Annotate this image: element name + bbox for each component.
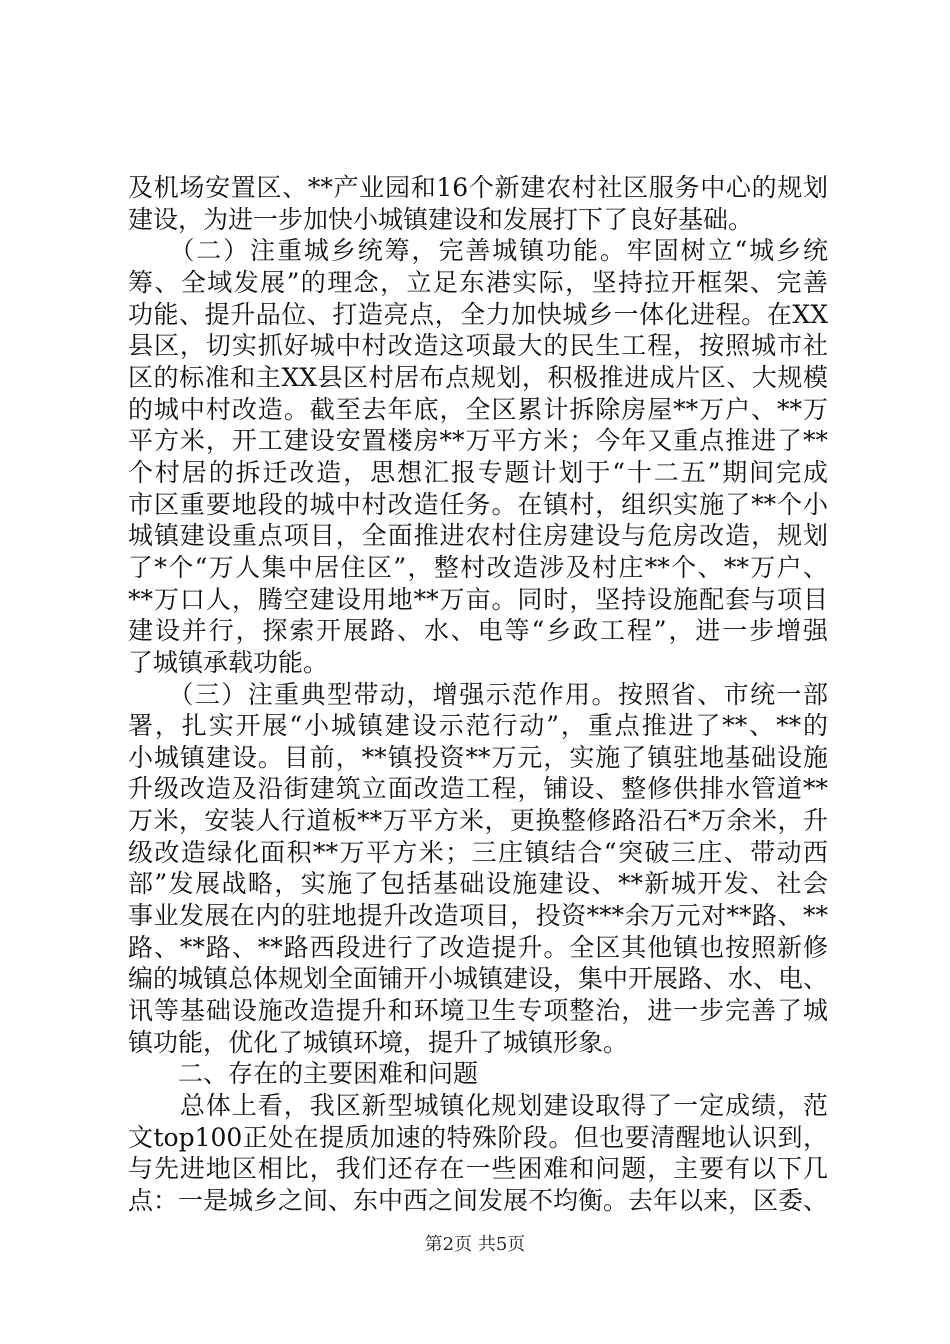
- text-line: 署，扎实开展“小城镇建设示范行动”，重点推进了**、**的: [128, 711, 828, 740]
- text-line: 与先进地区相比，我们还存在一些困难和问题，主要有以下几: [128, 1154, 828, 1183]
- text-line: 功能、提升品位、打造亮点，全力加快城乡一体化进程。在XX: [128, 300, 828, 329]
- text-line: 部”发展战略，实施了包括基础设施建设、**新城开发、社会: [128, 869, 828, 898]
- text-line: **万口人，腾空建设用地**万亩。同时，坚持设施配套与项目: [128, 585, 828, 614]
- text-line: 建设，为进一步加快小城镇建设和发展打下了良好基础。: [128, 205, 754, 234]
- text-line: 升级改造及沿街建筑立面改造工程，铺设、整修供排水管道**: [128, 774, 828, 803]
- text-line: 了城镇承载功能。: [128, 648, 329, 677]
- text-line: 编的城镇总体规划全面铺开小城镇建设，集中开展路、水、电、: [128, 964, 829, 993]
- text-line: 路、**路、**路西段进行了改造提升。全区其他镇也按照新修: [128, 933, 828, 962]
- text-line: 万米，安装人行道板**万平方米，更换整修路沿石*万余米，升: [128, 806, 828, 835]
- text-line: 事业发展在内的驻地提升改造项目，投资***余万元对**路、**: [128, 901, 828, 930]
- text-line: 筹、全域发展”的理念，立足东港实际，坚持拉开框架、完善: [128, 268, 828, 297]
- text-line: 文top100正处在提质加速的特殊阶段。但也要清醒地认识到，: [128, 1123, 828, 1152]
- text-line: 城镇建设重点项目，全面推进农村住房建设与危房改造，规划: [128, 521, 828, 550]
- text-line: 区的标准和主XX县区村居布点规划，积极推进成片区、大规模: [128, 363, 828, 392]
- text-line: 及机场安置区、**产业园和16个新建农村社区服务中心的规划: [128, 173, 828, 202]
- text-line: 的城中村改造。截至去年底，全区累计拆除房屋**万户、**万: [128, 395, 828, 424]
- text-line: 市区重要地段的城中村改造任务。在镇村，组织实施了**个小: [128, 490, 828, 519]
- page-footer: 第2页 共5页: [424, 1234, 526, 1255]
- text-line: （三）注重典型带动，增强示范作用。按照省、市统一部: [128, 680, 828, 709]
- text-line: 镇功能，优化了城镇环境，提升了城镇形象。: [128, 1028, 629, 1057]
- text-line: 总体上看，我区新型城镇化规划建设取得了一定成绩，范: [128, 1091, 828, 1120]
- text-line: 建设并行，探索开展路、水、电等“乡政工程”，进一步增强: [128, 616, 828, 645]
- text-line: 了*个“万人集中居住区”，整村改造涉及村庄**个、**万户、: [128, 553, 828, 582]
- text-line: 点：一是城乡之间、东中西之间发展不均衡。去年以来，区委、: [128, 1186, 829, 1215]
- text-line: 讯等基础设施改造提升和环境卫生专项整治，进一步完善了城: [128, 996, 828, 1025]
- text-line: （二）注重城乡统筹，完善城镇功能。牢固树立“城乡统: [128, 236, 828, 265]
- text-line: 小城镇建设。目前，**镇投资**万元，实施了镇驻地基础设施: [128, 743, 828, 772]
- text-line: 级改造绿化面积**万平方米；三庄镇结合“突破三庄、带动西: [128, 838, 828, 867]
- section-heading: 二、存在的主要困难和问题: [128, 1059, 479, 1088]
- text-line: 个村居的拆迁改造，思想汇报专题计划于“十二五”期间完成: [128, 458, 828, 487]
- text-line: 平方米，开工建设安置楼房**万平方米；今年又重点推进了**: [128, 426, 828, 455]
- text-line: 县区，切实抓好城中村改造这项最大的民生工程，按照城市社: [128, 331, 828, 360]
